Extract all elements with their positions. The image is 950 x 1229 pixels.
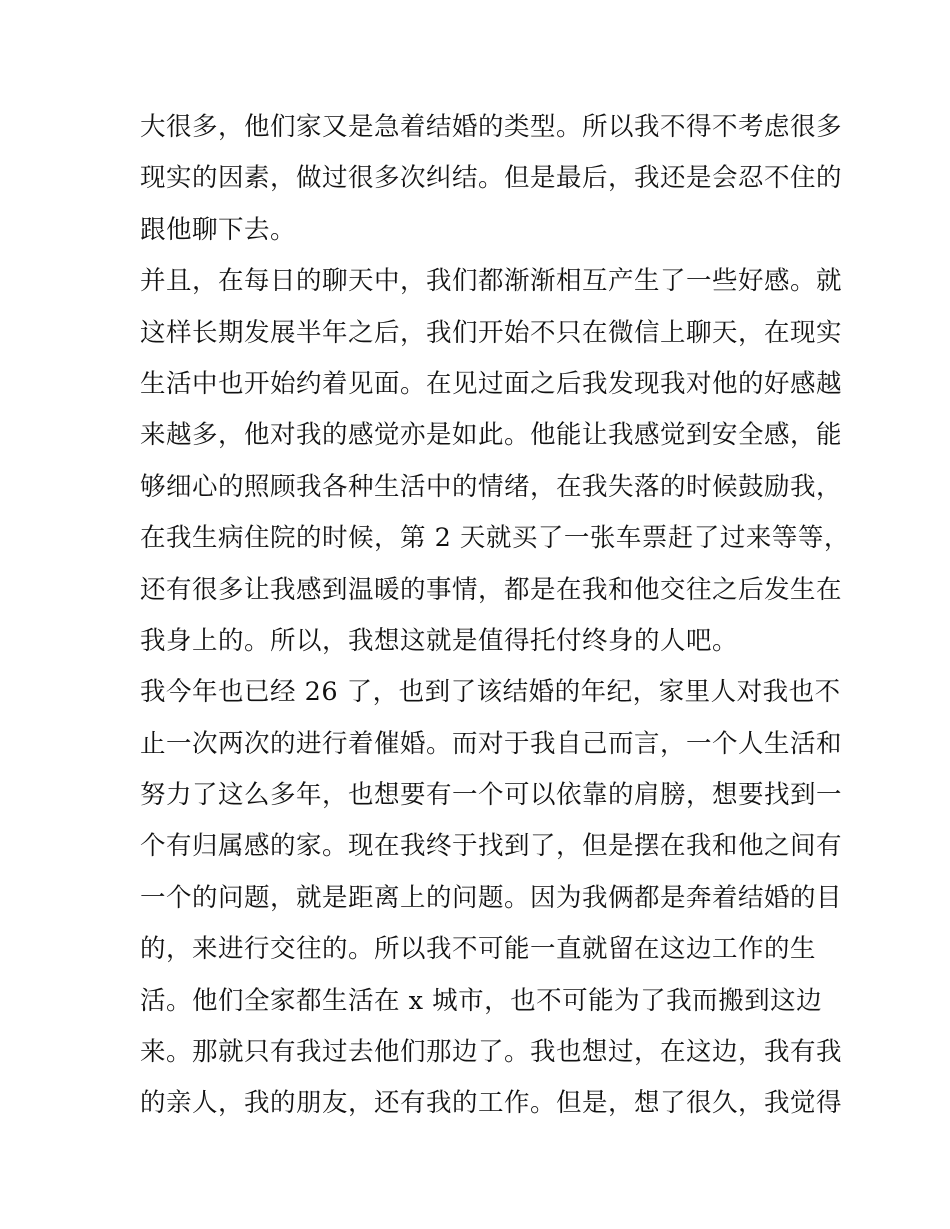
text-line: 来越多，他对我的感觉亦是如此。他能让我感觉到安全感，能 (140, 420, 843, 451)
text-line: 个有归属感的家。现在我终于找到了，但是摆在我和他之间有 (140, 831, 843, 862)
text-line: 够细心的照顾我各种生活中的情绪，在我失落的时候鼓励我， (140, 471, 843, 502)
text-line: 跟他聊下去。 (140, 214, 297, 245)
text-line: 止一次两次的进行着催婚。而对于我自己而言，一个人生活和 (140, 728, 843, 759)
text-line: 还有很多让我感到温暖的事情，都是在我和他交往之后发生在 (140, 574, 843, 605)
text-line: 一个的问题，就是距离上的问题。因为我俩都是奔着结婚的目 (140, 882, 843, 913)
text-line: 活。他们全家都生活在 x 城市，也不可能为了我而搬到这边 (140, 985, 823, 1016)
text-line: 在我生病住院的时候，第 2 天就买了一张车票赶了过来等等， (140, 523, 850, 554)
text-line: 大很多，他们家又是急着结婚的类型。所以我不得不考虑很多 (140, 112, 843, 142)
text-line: 的，来进行交往的。所以我不可能一直就留在这边工作的生 (140, 934, 817, 965)
text-line: 我身上的。所以，我想这就是值得托付终身的人吧。 (140, 625, 739, 656)
text-line: 努力了这么多年，也想要有一个可以依靠的肩膀，想要找到一 (140, 780, 843, 811)
text-line: 并且，在每日的聊天中，我们都渐渐相互产生了一些好感。就 (140, 266, 843, 297)
text-line: 这样长期发展半年之后，我们开始不只在微信上聊天，在现实 (140, 317, 843, 348)
text-line: 来。那就只有我过去他们那边了。我也想过，在这边，我有我 (140, 1037, 843, 1068)
text-line: 现实的因素，做过很多次纠结。但是最后，我还是会忍不住的 (140, 163, 843, 194)
body-text (140, 102, 850, 1130)
text-line: 的亲人，我的朋友，还有我的工作。但是，想了很久，我觉得 (140, 1088, 843, 1119)
text-line: 生活中也开始约着见面。在见过面之后我发现我对他的好感越 (140, 368, 843, 399)
text-line: 我今年也已经 26 了，也到了该结婚的年纪，家里人对我也不 (140, 677, 841, 708)
